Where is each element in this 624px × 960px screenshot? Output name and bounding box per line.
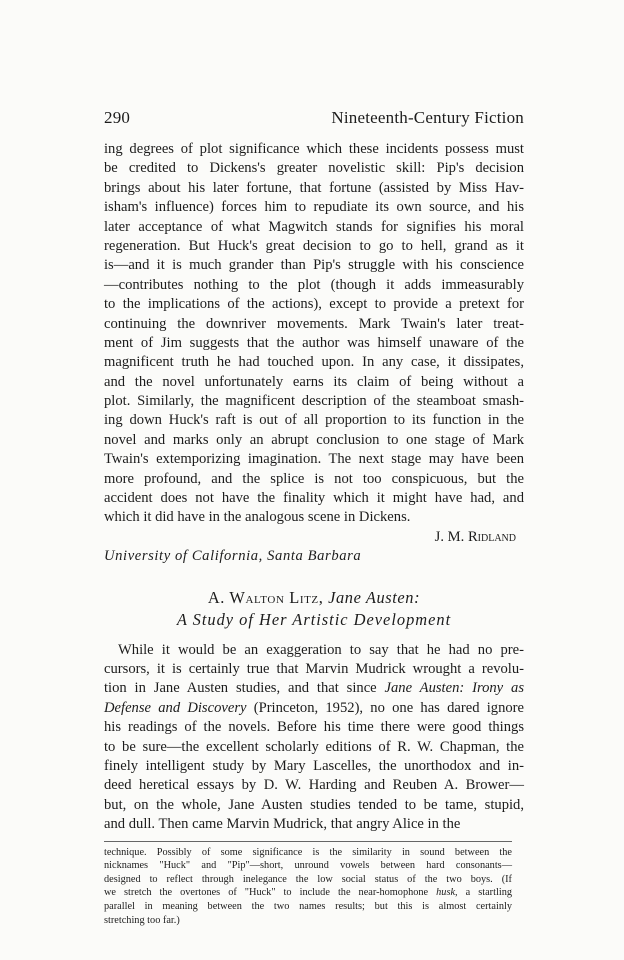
review-signature [104, 528, 524, 547]
review-book-subtitle: A Study of Her Artistic Development [176, 609, 452, 629]
text-line: novel and marks only an abrupt conclusion to one stage of Mark [104, 431, 524, 448]
text-line: more profound, and the splice is not too conspicuous, but the [104, 470, 524, 487]
signature-initials: J. M. [434, 528, 465, 545]
text-line: ing down Huck's raft is out of all proportion to its function in the [104, 412, 524, 429]
cited-title: Defense and Discovery [104, 699, 247, 716]
text-line: deed heretical essays by D. W. Harding and Reuben A. Brower— [104, 777, 524, 794]
text-line: ing degrees of plot significance which these incidents possess must [104, 141, 524, 157]
review-heading [104, 587, 524, 631]
footnote-line: we stretch the overtones of "Huck" to include the near-homophone husk, a startling [104, 887, 512, 899]
signature-surname: Ridland [467, 528, 516, 545]
text-line: but, on the whole, Jane Austen studies tended to be tame, stupid, [104, 796, 524, 813]
text-line: later acceptance of what Magwitch stands for signifies his moral [104, 218, 524, 235]
text-line: accident does not have the finality which it might have had, and [104, 490, 524, 507]
text-line: magnificent truth he had touched upon. In any case, it dissipates, [104, 354, 524, 371]
page-number: 290 [104, 108, 131, 127]
text-line: isham's influence) forces him to repudiate its own source, and his [104, 199, 524, 216]
text-line: While it would be an exaggeration to say that he had no pre- [118, 641, 524, 658]
paragraph-1 [104, 140, 524, 528]
text-line: and the novel unfortunately earns its claim of being without a [104, 373, 524, 390]
footnote-line: designed to reflect through inelegance the low social status of the two boys. (If [104, 873, 512, 885]
text-line: which it did have in the analogous scene in Dickens. [104, 509, 411, 526]
text-line: Defense and Discovery (Princeton, 1952), no one has dared ignore [104, 699, 524, 716]
cited-title: Jane Austen: Irony as [384, 680, 524, 697]
text-line: plot. Similarly, the magnificent description of the steamboat smash- [104, 393, 524, 410]
text-line: —contributes nothing to the plot (though it adds immeasurably [104, 276, 524, 293]
text-line: continuing the downriver movements. Mark Twain's later treat- [104, 315, 524, 332]
signature-affiliation: University of California, Santa Barbara [104, 548, 362, 565]
text-line: his readings of the novels. Before his time there were good things [104, 719, 524, 736]
review-book-title: Jane Austen: [328, 587, 421, 607]
page [104, 108, 524, 927]
running-title: Nineteenth-Century Fiction [331, 108, 524, 127]
text-line: is—and it is much grander than Pip's struggle with his conscience [104, 257, 524, 274]
footnote-line: nicknames "Huck" and "Pip"—short, unround vowels between hard consonants— [104, 860, 512, 872]
text-line: to the implications of the actions), except to provide a pretext for [104, 296, 524, 313]
review-book-author: A. Walton Litz, [207, 587, 324, 607]
running-header [104, 108, 524, 128]
footnote-line: stretching too far.) [104, 914, 180, 926]
text-line: be credited to Dickens's greater novelistic skill: Pip's decision [104, 160, 524, 177]
text-line: cursors, it is certainly true that Marvin Mudrick wrought a revolu- [104, 661, 524, 678]
text-line: regeneration. But Huck's great decision to go to hell, grand as it [104, 237, 524, 254]
paragraph-2 [104, 641, 524, 835]
text-line: finely intelligent study by Mary Lascelles, the unorthodox and in- [104, 757, 524, 774]
footnote-line: parallel in meaning between the two names results; but this is almost certainly [104, 900, 512, 912]
footnote-line: technique. Possibly of some significance is the similarity in sound between the [104, 846, 512, 858]
text-line: tion in Jane Austen studies, and that since Jane Austen: Irony as [104, 680, 524, 697]
footnote [104, 841, 512, 928]
text-line: to be sure—the excellent scholarly editions of R. W. Chapman, the [104, 738, 524, 755]
text-line: brings about his later fortune, that fortune (assisted by Miss Hav- [104, 179, 524, 196]
text-line: Twain's extemporizing imagination. The next stage may have been [104, 451, 524, 468]
text-line: and dull. Then came Marvin Mudrick, that angry Alice in the [104, 816, 461, 833]
text-line: ment of Jim suggests that the author was himself unaware of the [104, 334, 524, 351]
